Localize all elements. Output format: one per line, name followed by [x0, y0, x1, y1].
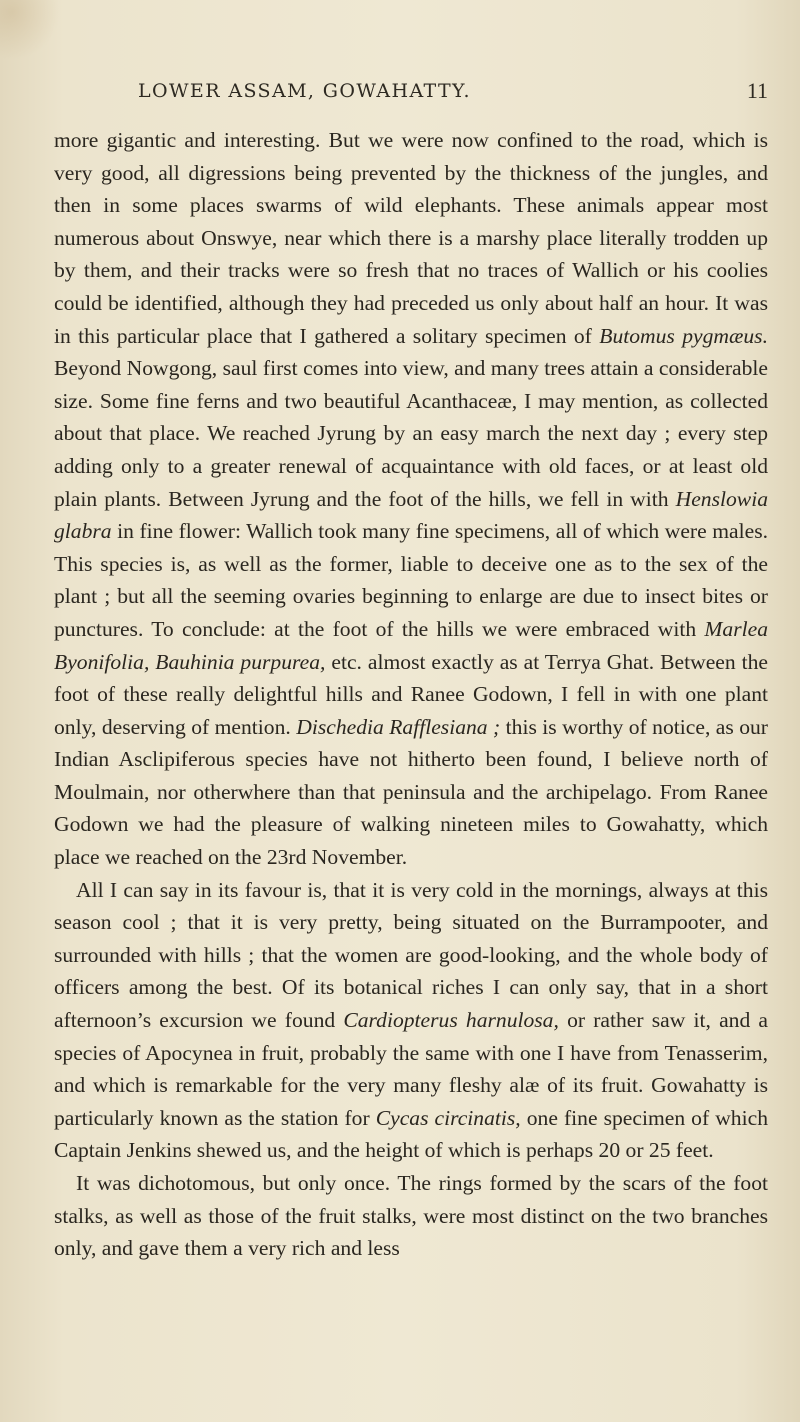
text-run: one fine specimen of which Captain Jenkins shewed us, and the height of which is perhaps 20 or 25 feet. [54, 1105, 768, 1163]
italic-text-run: Cycas circinatis, [375, 1105, 521, 1130]
text-run: more gigantic and interesting. But we were now confined to the road, which is very good, all digressions being prevented by the thickness of the jungles, and then in some places swarms of wild elephants. These animals appear most numerous about Onswye, near which there is a marshy place literally trodden up by them, and their tracks were so fresh that no traces of Wallich or his coolies could be identified, although they had preceded us only about half an hour. It was in this particular place that I gathered a solitary specimen of [54, 128, 768, 348]
page-number: 11 [746, 78, 768, 103]
text-run: or rather saw it, and a species of Apocynea in fruit, probably the same with one I have from Tenasserim, and which is remarkable for the very many fleshy alæ of its fruit. Gowahatty is particularly known as the station for [54, 1008, 769, 1130]
text-run: All I can say in its favour is, that it is very cold in the mornings, always at this season cool ; that it is very pretty, being situated on the Burrampooter, and surrounded with hills ; that the women are good-looking, and the whole body of officers among the best. Of its botanical riches I can only say, that in a short afternoon’s excursion we found [54, 877, 768, 1033]
running-head: LOWER ASSAM, GOWAHATTY. [138, 80, 471, 102]
body-text [54, 124, 768, 1265]
paragraph-1 [54, 124, 768, 874]
italic-text-run: Butomus pygmæus. [599, 323, 768, 348]
paragraph-3 [54, 1167, 768, 1265]
text-run: etc. almost exactly as at Terrya Ghat. Between the foot of these really delightful hills and Ranee Godown, I fell in with one plant only, deserving of mention. [54, 649, 768, 739]
italic-text-run: Cardiopterus harnulosa, [343, 1008, 559, 1033]
paragraph-2 [54, 874, 768, 1167]
text-run: Beyond Nowgong, saul first comes into view, and many trees attain a considerable size. Some fine ferns and two beautiful Acanthaceæ, I may mention, as collected about that place. We reached Jyrung by an easy march the next day ; every step adding only to a greater renewal of acquaintance with old faces, or at least old plain plants. Between Jyrung and the foot of the hills, we fell in with [54, 356, 768, 511]
page-header [108, 80, 768, 110]
text-run: this is worthy of notice, as our Indian Asclipiferous species have not hitherto been found, I believe north of Moulmain, nor otherwhere than that peninsula and the archipelago. From Ranee Godown we had the pleasure of walking nineteen miles to Gowahatty, which place we reached on the 23rd November. [54, 714, 768, 870]
italic-text-run: Marlea Byonifolia, Bauhinia purpurea, [54, 616, 768, 674]
italic-text-run: Dischedia Rafflesiana ; [296, 714, 501, 739]
text-run: in fine flower: Wallich took many fine specimens, all of which were males. This species is, as well as the former, liable to deceive one as to the sex of the plant ; but all the seeming ovaries beginning to enlarge are due to insect bites or punctures. To conclude: at the foot of the hills we were embraced with [54, 519, 768, 641]
text-run: It was dichotomous, but only once. The rings formed by the scars of the foot stalks, as well as those of the fruit stalks, were most distinct on the two branches only, and gave them a very rich and less [54, 1171, 768, 1261]
paper-stain [0, 0, 60, 60]
italic-text-run: Henslowia glabra [54, 486, 768, 544]
